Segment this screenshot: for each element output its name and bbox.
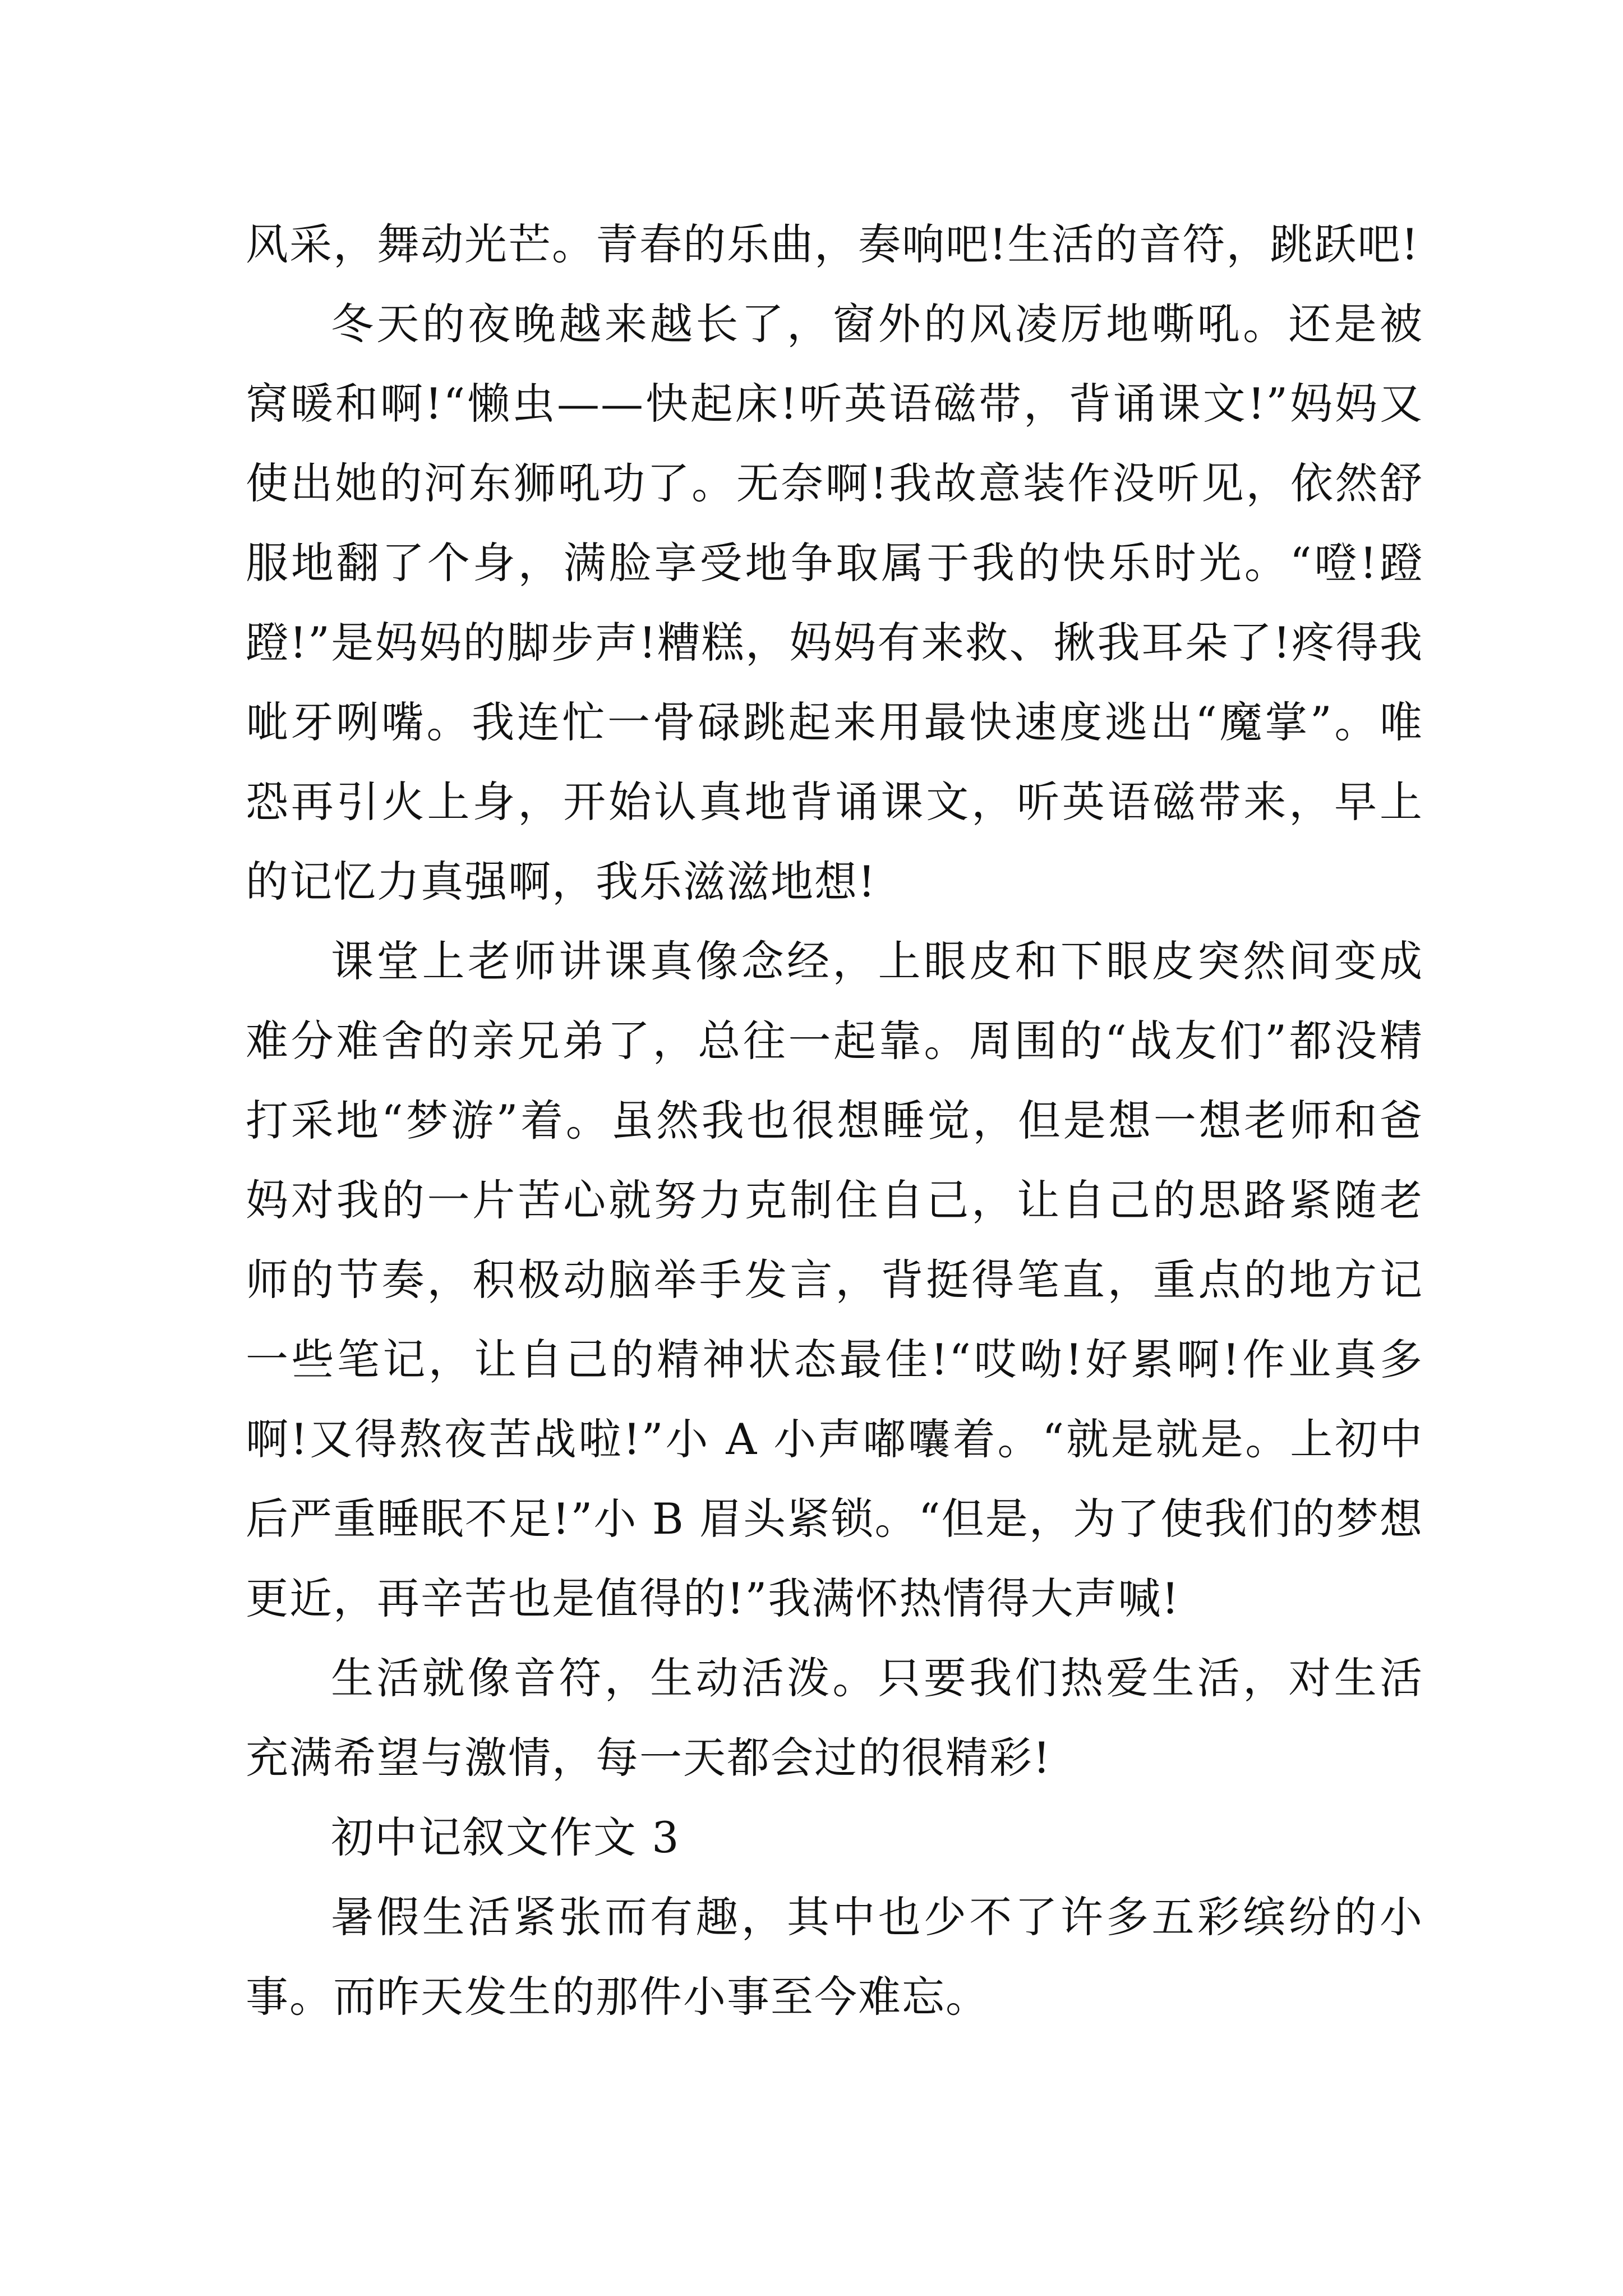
essay-heading: 初中记叙文作文 3 [331, 1812, 680, 1862]
document-body [246, 205, 1423, 2037]
paragraph-classroom: 课堂上老师讲课真像念经，上眼皮和下眼皮突然间变成难分难舍的亲兄弟了，总往一起靠。周围的“战友们”都没精打采地“梦游”着。虽然我也很想睡觉，但是想一想老师和爸妈对我的一片苦心就努力克制住自己，让自己的思路紧随老师的节奏，积极动脑举手发言，背挺得笔直，重点的地方记一些笔记，让自己的精神状态最佳!“哎呦!好累啊!作业真多啊!又得熬夜苦战啦!”小 A 小声嘟囔着。“就是就是。上初中后严重睡眠不足!”小 B 眉头紧锁。“但是，为了使我们的梦想更近，再辛苦也是值得的!”我满怀热情得大声喊! [246, 936, 1423, 1623]
paragraph-conclusion: 生活就像音符，生动活泼。只要我们热爱生活，对生活充满希望与激情，每一天都会过的很精彩! [246, 1653, 1423, 1783]
paragraph-continuation: 风采，舞动光芒。青春的乐曲，奏响吧!生活的音符，跳跃吧! [246, 219, 1420, 269]
paragraph-winter-morning: 冬天的夜晚越来越长了，窗外的风凌厉地嘶吼。还是被窝暖和啊!“懒虫——快起床!听英语磁带，背诵课文!”妈妈又使出她的河东狮吼功了。无奈啊!我故意装作没听见，依然舒服地翻了个身，满脸享受地争取属于我的快乐时光。“噔!蹬蹬!”是妈妈的脚步声!糟糕，妈妈有来救、揪我耳朵了!疼得我呲牙咧嘴。我连忙一骨碌跳起来用最快速度逃出“魔掌”。唯恐再引火上身，开始认真地背诵课文，听英语磁带来，早上的记忆力真强啊，我乐滋滋地想! [246, 299, 1423, 907]
paragraph-summer-intro: 暑假生活紧张而有趣，其中也少不了许多五彩缤纷的小事。而昨天发生的那件小事至今难忘。 [246, 1892, 1423, 2022]
